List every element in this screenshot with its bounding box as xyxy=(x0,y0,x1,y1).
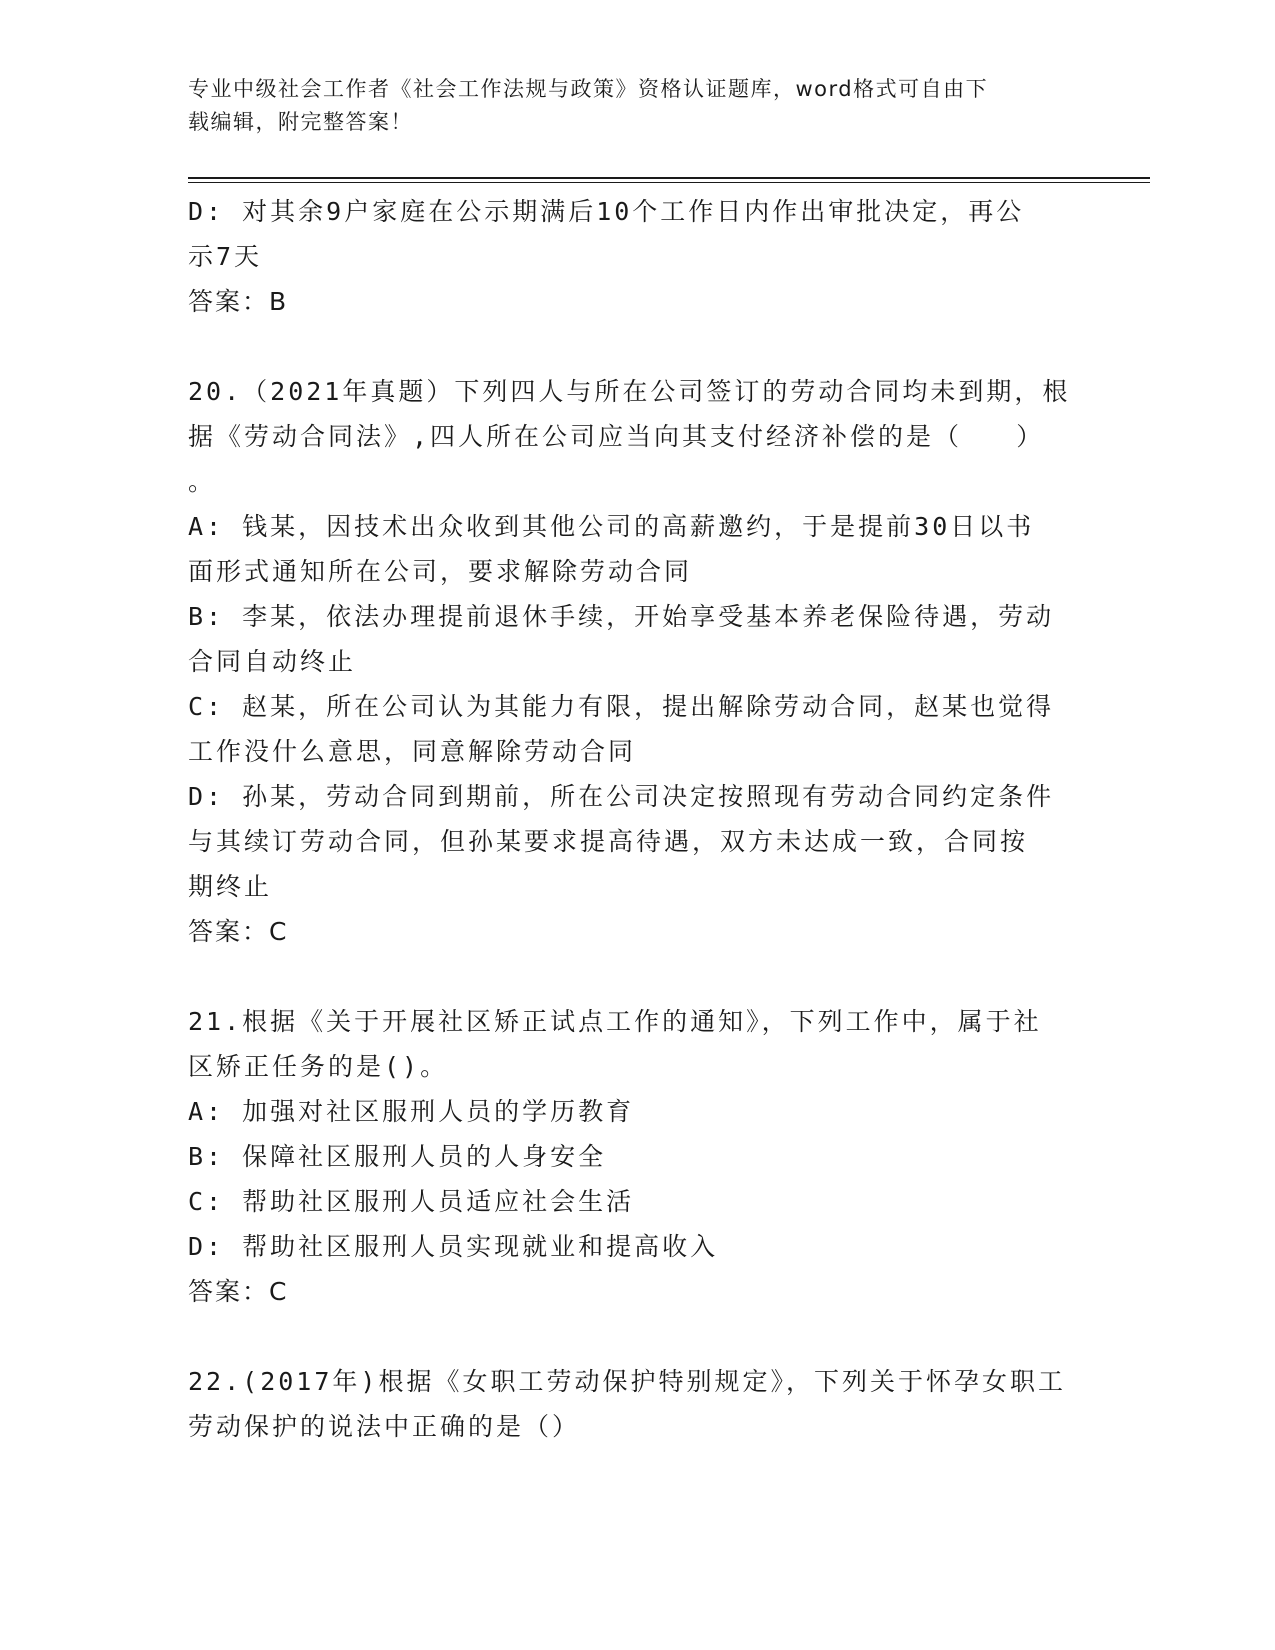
spacer xyxy=(188,954,1088,999)
question-stem-line: 22.(2017年)根据《女职工劳动保护特别规定》，下列关于怀孕女职工 xyxy=(188,1367,1066,1396)
option-d-line: D: 对其余9户家庭在公示期满后10个工作日内作出审批决定，再公 xyxy=(188,197,1025,226)
document-header xyxy=(188,73,1068,139)
option-b: B: 保障社区服刑人员的人身安全 xyxy=(188,1142,607,1171)
spacer xyxy=(188,324,1088,369)
option-a: A: 加强对社区服刑人员的学历教育 xyxy=(188,1097,635,1126)
question-22 xyxy=(188,1359,1088,1449)
answer-label: 答案：C xyxy=(188,917,289,946)
header-rule-thick xyxy=(188,177,1150,179)
option-c: C: 帮助社区服刑人员适应社会生活 xyxy=(188,1187,635,1216)
option-b-line: B: 李某，依法办理提前退休手续，开始享受基本养老保险待遇，劳动 xyxy=(188,602,1055,631)
header-line-2: 载编辑，附完整答案！ xyxy=(188,110,413,134)
question-stem-line: 据《劳动合同法》,四人所在公司应当向其支付经济补偿的是（ ） xyxy=(188,422,1045,451)
option-d: D: 帮助社区服刑人员实现就业和提高收入 xyxy=(188,1232,719,1261)
question-stem-line: 20.（2021年真题）下列四人与所在公司签订的劳动合同均未到期，根 xyxy=(188,377,1071,406)
option-d-line: 与其续订劳动合同，但孙某要求提高待遇，双方未达成一致，合同按 xyxy=(188,827,1029,856)
question-20 xyxy=(188,369,1088,954)
option-d-line: 期终止 xyxy=(188,872,273,901)
header-rule-thin xyxy=(188,182,1150,183)
answer-label: 答案：B xyxy=(188,287,289,316)
answer-label: 答案：C xyxy=(188,1277,289,1306)
question-19-tail xyxy=(188,189,1088,324)
option-c-line: 工作没什么意思，同意解除劳动合同 xyxy=(188,737,637,766)
question-21 xyxy=(188,999,1088,1314)
document-body xyxy=(188,189,1088,1449)
option-c-line: C: 赵某，所在公司认为其能力有限，提出解除劳动合同，赵某也觉得 xyxy=(188,692,1055,721)
question-stem-line: 劳动保护的说法中正确的是（） xyxy=(188,1412,581,1441)
option-a-line: A: 钱某，因技术出众收到其他公司的高薪邀约，于是提前30日以书 xyxy=(188,512,1035,541)
option-d-line: D: 孙某，劳动合同到期前，所在公司决定按照现有劳动合同约定条件 xyxy=(188,782,1055,811)
header-line-1: 专业中级社会工作者《社会工作法规与政策》资格认证题库，word格式可自由下 xyxy=(188,77,989,101)
option-d-line: 示7天 xyxy=(188,242,263,271)
option-a-line: 面形式通知所在公司，要求解除劳动合同 xyxy=(188,557,693,586)
question-stem-line: 21.根据《关于开展社区矫正试点工作的通知》，下列工作中，属于社 xyxy=(188,1007,1042,1036)
option-b-line: 合同自动终止 xyxy=(188,647,357,676)
question-stem-line: 。 xyxy=(188,467,217,496)
spacer xyxy=(188,1314,1088,1359)
question-stem-line: 区矫正任务的是()。 xyxy=(188,1052,449,1081)
